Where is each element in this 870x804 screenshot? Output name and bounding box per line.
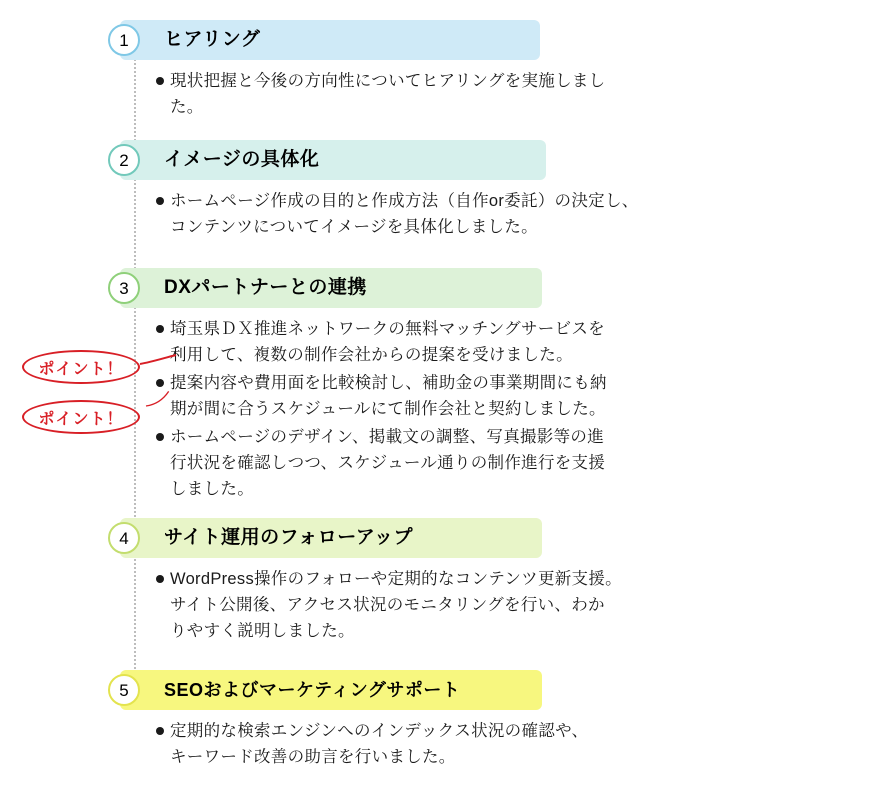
bullet-line: ホームページ作成の目的と作成方法（自作or委託）の決定し、 [170, 192, 639, 210]
step-3 [108, 268, 864, 504]
step-4-bullets [108, 566, 864, 644]
bullet-line: WordPress操作のフォローや定期的なコンテンツ更新支援。 [170, 570, 622, 588]
bullet-line: た。 [170, 98, 204, 116]
bullet-line: 行状況を確認しつつ、スケジュール通りの制作進行を支援 [170, 454, 606, 472]
step-4-number: 4 [108, 522, 140, 554]
bullet-item [108, 316, 864, 368]
step-1-header [108, 20, 864, 60]
bullet-line: 定期的な検索エンジンへのインデックス状況の確認や、 [170, 722, 589, 740]
callout-tail-1-icon [138, 352, 178, 372]
bullet-item [108, 188, 864, 240]
bullet-line: 利用して、複数の制作会社からの提案を受けました。 [170, 346, 573, 364]
step-2 [108, 140, 864, 242]
point-callout-2 [22, 400, 140, 434]
step-1 [108, 20, 864, 122]
bullet-line: コンテンツについてイメージを具体化しました。 [170, 218, 538, 236]
step-2-bullets [108, 188, 864, 240]
bullet-line: キーワード改善の助言を行いました。 [170, 748, 456, 766]
step-3-bullets [108, 316, 864, 502]
bullet-dot-icon [156, 77, 164, 85]
bullet-item [108, 718, 864, 770]
step-4-title: サイト運用のフォローアップ [164, 527, 413, 548]
step-1-number: 1 [108, 24, 140, 56]
bullet-dot-icon [156, 727, 164, 735]
bullet-dot-icon [156, 197, 164, 205]
step-2-header [108, 140, 864, 180]
bullet-line: サイト公開後、アクセス状況のモニタリングを行い、わか [170, 596, 605, 614]
bullet-line: 提案内容や費用面を比較検討し、補助金の事業期間にも納 [170, 374, 607, 392]
callout-tail-2-icon [138, 390, 178, 410]
bullet-dot-icon [156, 379, 164, 387]
bullet-line: 現状把握と今後の方向性についてヒアリングを実施しまし [170, 72, 606, 90]
step-2-title: イメージの具体化 [164, 149, 320, 170]
bullet-item [108, 68, 864, 120]
step-5-title: SEOおよびマーケティングサポート [164, 680, 461, 700]
step-3-title: DXパートナーとの連携 [164, 277, 367, 298]
step-1-title: ヒアリング [164, 29, 261, 50]
step-4 [108, 518, 864, 646]
bullet-item [108, 566, 864, 644]
step-4-header [108, 518, 864, 558]
bullet-line: しました。 [170, 480, 254, 498]
step-2-number: 2 [108, 144, 140, 176]
step-3-header [108, 268, 864, 308]
point-callout-1 [22, 350, 140, 384]
bullet-dot-icon [156, 325, 164, 333]
bullet-line: りやすく説明しました。 [170, 622, 355, 640]
bullet-item [108, 424, 864, 502]
step-3-number: 3 [108, 272, 140, 304]
step-1-bullets [108, 68, 864, 120]
bullet-line: 埼玉県ＤＸ推進ネットワークの無料マッチングサービスを [170, 320, 605, 338]
callout-label: ポイント！ [38, 360, 124, 378]
bullet-line: 期が間に合うスケジュールにて制作会社と契約しました。 [170, 400, 606, 418]
callout-label: ポイント！ [38, 410, 124, 428]
bullet-item [108, 370, 864, 422]
bullet-dot-icon [156, 575, 164, 583]
bullet-dot-icon [156, 433, 164, 441]
bullet-line: ホームページのデザイン、掲載文の調整、写真撮影等の進 [170, 428, 604, 446]
step-5-header [108, 670, 864, 710]
step-5-bullets [108, 718, 864, 770]
step-5 [108, 670, 864, 772]
step-5-number: 5 [108, 674, 140, 706]
